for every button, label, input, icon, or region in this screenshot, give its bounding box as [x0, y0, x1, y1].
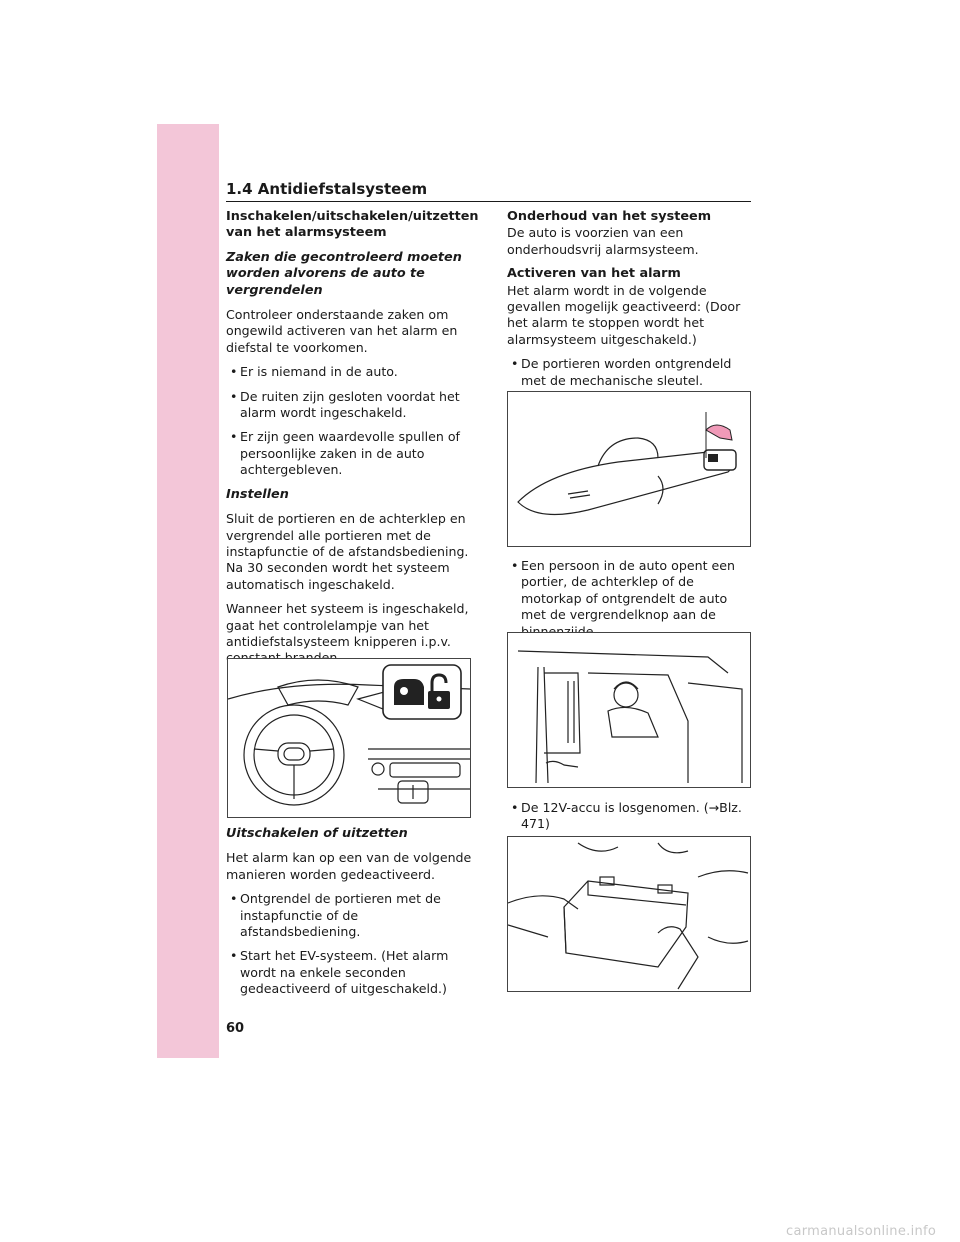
- maintenance-text: De auto is voorzien van een onderhoudsvrij alarmsysteem.: [507, 225, 699, 257]
- chapter-tab-band: [157, 124, 219, 1058]
- check-bullet: • De ruiten zijn gesloten voordat het alarm wordt ingeschakeld.: [226, 389, 474, 422]
- turn-arrow: [706, 425, 732, 440]
- person-opening-door-illustration: [507, 632, 751, 788]
- activation-text: Het alarm wordt in de volgende gevallen mogelijk geactiveerd: (Door het alarm te stoppen wordt het alarmsysteem uitgeschakeld.): [507, 282, 741, 347]
- key-cylinder: [704, 412, 736, 470]
- set-text-2: Wanneer het systeem is ingeschakeld, gaat het controlelampje van het antidiefstalsysteem knipperen i.p.v.: [226, 601, 469, 649]
- subheading-set: Instellen: [226, 486, 289, 502]
- left-column: [226, 209, 479, 675]
- dashboard-illustration: [227, 658, 471, 818]
- left-column-lower: [226, 826, 474, 1006]
- right-column-lower: [507, 800, 753, 841]
- battery-drawing: [508, 837, 750, 991]
- person-car-drawing: [508, 633, 750, 787]
- alarm-callout: [358, 665, 461, 719]
- door-handle-drawing: [508, 392, 750, 546]
- subheading-disable: Uitschakelen of uitzetten: [226, 826, 408, 841]
- disable-bullet: • Ontgrendel de portieren met de instapfunctie of de afstandsbediening.: [226, 891, 474, 940]
- dashboard-drawing: [228, 659, 470, 817]
- check-intro: Controleer onderstaande zaken om ongewild activeren van het alarm en diefstal te voorkomen.: [226, 307, 458, 355]
- section-header: [226, 179, 751, 202]
- activation-bullet: • De 12V-accu is losgenomen. (→Blz. 471): [507, 800, 753, 833]
- door-handle-key-illustration: [507, 391, 751, 547]
- disable-bullet: • Start het EV-systeem. (Het alarm wordt na enkele seconden gedeactiveerd of uitgeschakeld.): [226, 948, 474, 997]
- watermark-logo: carmanualsonline.info: [786, 1224, 937, 1239]
- disable-intro: Het alarm kan op een van de volgende manieren worden gedeactiveerd.: [226, 850, 472, 882]
- battery-removal-illustration: [507, 836, 751, 992]
- heading-alarm-switch: Inschakelen/uitschakelen/uitzetten van het alarmsysteem: [226, 209, 479, 241]
- set-text-1: Sluit de portieren en de achterklep en vergrendel alle portieren met de instapfunctie of de afstandsbediening. Na 30 seconden wordt het systeem automatisch ingeschakeld.: [226, 511, 469, 592]
- subheading-check: Zaken die gecontroleerd moeten worden alvorens de auto te vergrendelen: [226, 249, 462, 298]
- activation-bullet: • De portieren worden ontgrendeld met de mechanische sleutel.: [507, 356, 753, 389]
- activation-bullet: • Een persoon in de auto opent een portier, de achterklep of de motorkap of ontgrendelt de auto met de vergrendelknop aan de: [507, 558, 753, 640]
- page-number: 60: [226, 1021, 245, 1036]
- section-title: 1.4 Antidiefstalsysteem: [226, 180, 428, 198]
- check-bullet: • Er zijn geen waardevolle spullen of persoonlijke zaken in de auto achtergebleven.: [226, 429, 474, 478]
- check-bullet: • Er is niemand in de auto.: [226, 364, 474, 380]
- heading-activation: Activeren van het alarm: [507, 266, 681, 282]
- right-column: [507, 209, 753, 397]
- heading-maintenance: Onderhoud van het systeem: [507, 209, 712, 224]
